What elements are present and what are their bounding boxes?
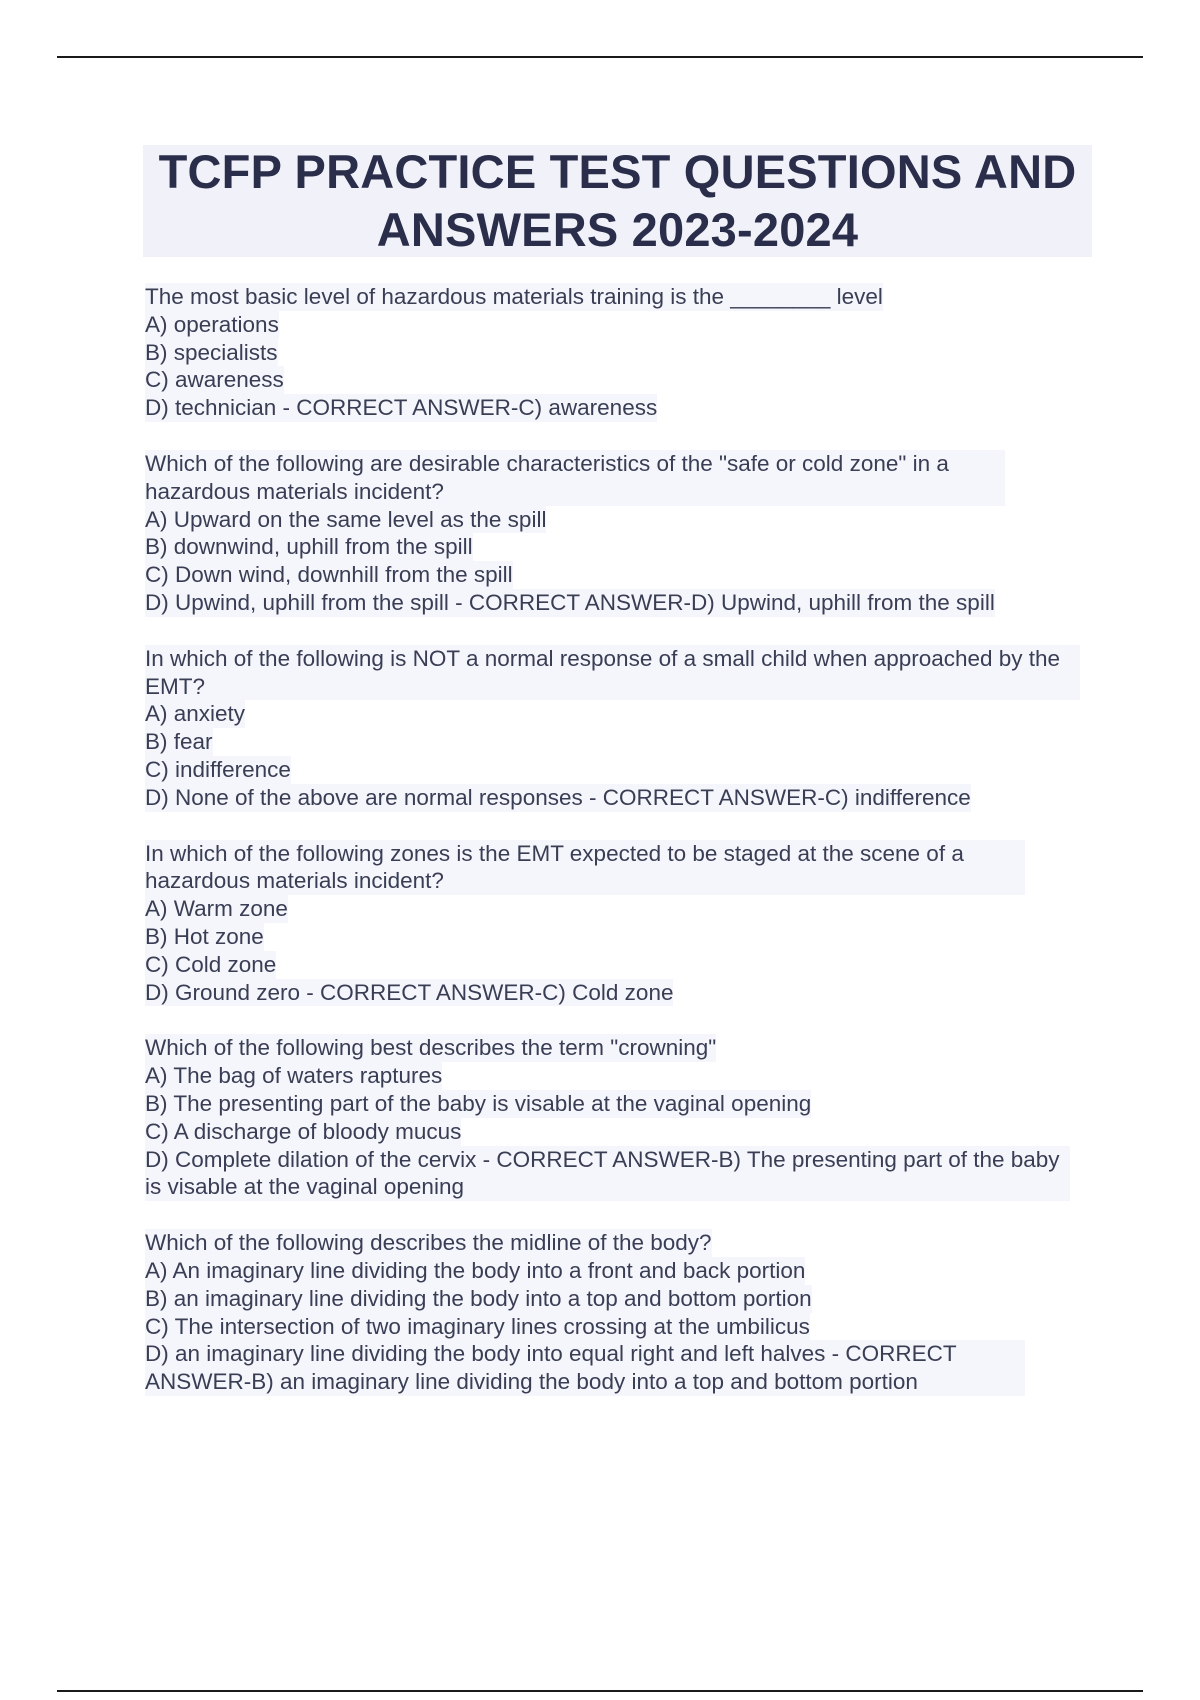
option-a: A) operations bbox=[145, 311, 279, 337]
title-line-1: TCFP PRACTICE TEST QUESTIONS AND bbox=[158, 145, 1077, 198]
option-c: C) The intersection of two imaginary lines crossing at the umbilicus bbox=[145, 1313, 810, 1339]
question-text: Which of the following best describes the term "crowning" bbox=[145, 1035, 717, 1061]
option-c: C) A discharge of bloody mucus bbox=[145, 1118, 462, 1144]
question-block-3 bbox=[145, 645, 1085, 812]
option-a: A) Warm zone bbox=[145, 896, 288, 922]
option-c: C) Down wind, downhill from the spill bbox=[145, 562, 513, 588]
option-b: B) fear bbox=[145, 729, 213, 755]
option-c: C) indifference bbox=[145, 756, 291, 782]
option-a: A) Upward on the same level as the spill bbox=[145, 506, 547, 532]
question-text: The most basic level of hazardous materials training is the ________ level bbox=[145, 284, 883, 309]
question-list bbox=[145, 283, 1085, 1424]
option-b: B) Hot zone bbox=[145, 923, 264, 949]
question-block-2 bbox=[145, 450, 1085, 617]
option-d-with-answer: D) Upwind, uphill from the spill - CORRECT ANSWER-D) Upwind, uphill from the spill bbox=[145, 589, 995, 615]
option-b: B) specialists bbox=[145, 339, 278, 365]
question-block-4 bbox=[145, 840, 1085, 1007]
option-b: B) downwind, uphill from the spill bbox=[145, 534, 473, 560]
question-text: Which of the following describes the midline of the body? bbox=[145, 1230, 712, 1256]
question-block-5 bbox=[145, 1034, 1085, 1201]
option-d-with-answer: D) None of the above are normal responses - CORRECT ANSWER-C) indifference bbox=[145, 784, 971, 810]
option-b: B) The presenting part of the baby is visable at the vaginal opening bbox=[145, 1090, 812, 1116]
option-a: A) An imaginary line dividing the body into a front and back portion bbox=[145, 1257, 806, 1283]
option-c: C) Cold zone bbox=[145, 951, 277, 977]
option-d-with-answer: D) an imaginary line dividing the body into equal right and left halves - CORRECT ANSWER-B) an imaginary line dividing the body into a top and bottom portion bbox=[145, 1340, 1025, 1396]
question-text: In which of the following is NOT a normal response of a small child when approached by the EMT? bbox=[145, 645, 1080, 701]
option-c: C) awareness bbox=[145, 367, 284, 393]
option-d-with-answer: D) Ground zero - CORRECT ANSWER-C) Cold zone bbox=[145, 979, 674, 1005]
option-d-with-answer: D) Complete dilation of the cervix - CORRECT ANSWER-B) The presenting part of the baby is visable at the vaginal opening bbox=[145, 1146, 1070, 1202]
question-block-6 bbox=[145, 1229, 1085, 1396]
option-d-with-answer: D) technician - CORRECT ANSWER-C) awareness bbox=[145, 395, 658, 421]
title-line-2: ANSWERS 2023-2024 bbox=[376, 203, 859, 256]
question-text: In which of the following zones is the EMT expected to be staged at the scene of a hazardous materials incident? bbox=[145, 840, 1025, 896]
option-a: A) anxiety bbox=[145, 701, 246, 727]
option-b: B) an imaginary line dividing the body into a top and bottom portion bbox=[145, 1285, 812, 1311]
option-a: A) The bag of waters raptures bbox=[145, 1063, 443, 1089]
document-title bbox=[143, 143, 1092, 259]
top-rule bbox=[57, 56, 1143, 58]
bottom-rule bbox=[57, 1690, 1143, 1692]
question-text: Which of the following are desirable characteristics of the "safe or cold zone" in a hazardous materials incident? bbox=[145, 450, 1005, 506]
question-block-1 bbox=[145, 283, 1085, 422]
